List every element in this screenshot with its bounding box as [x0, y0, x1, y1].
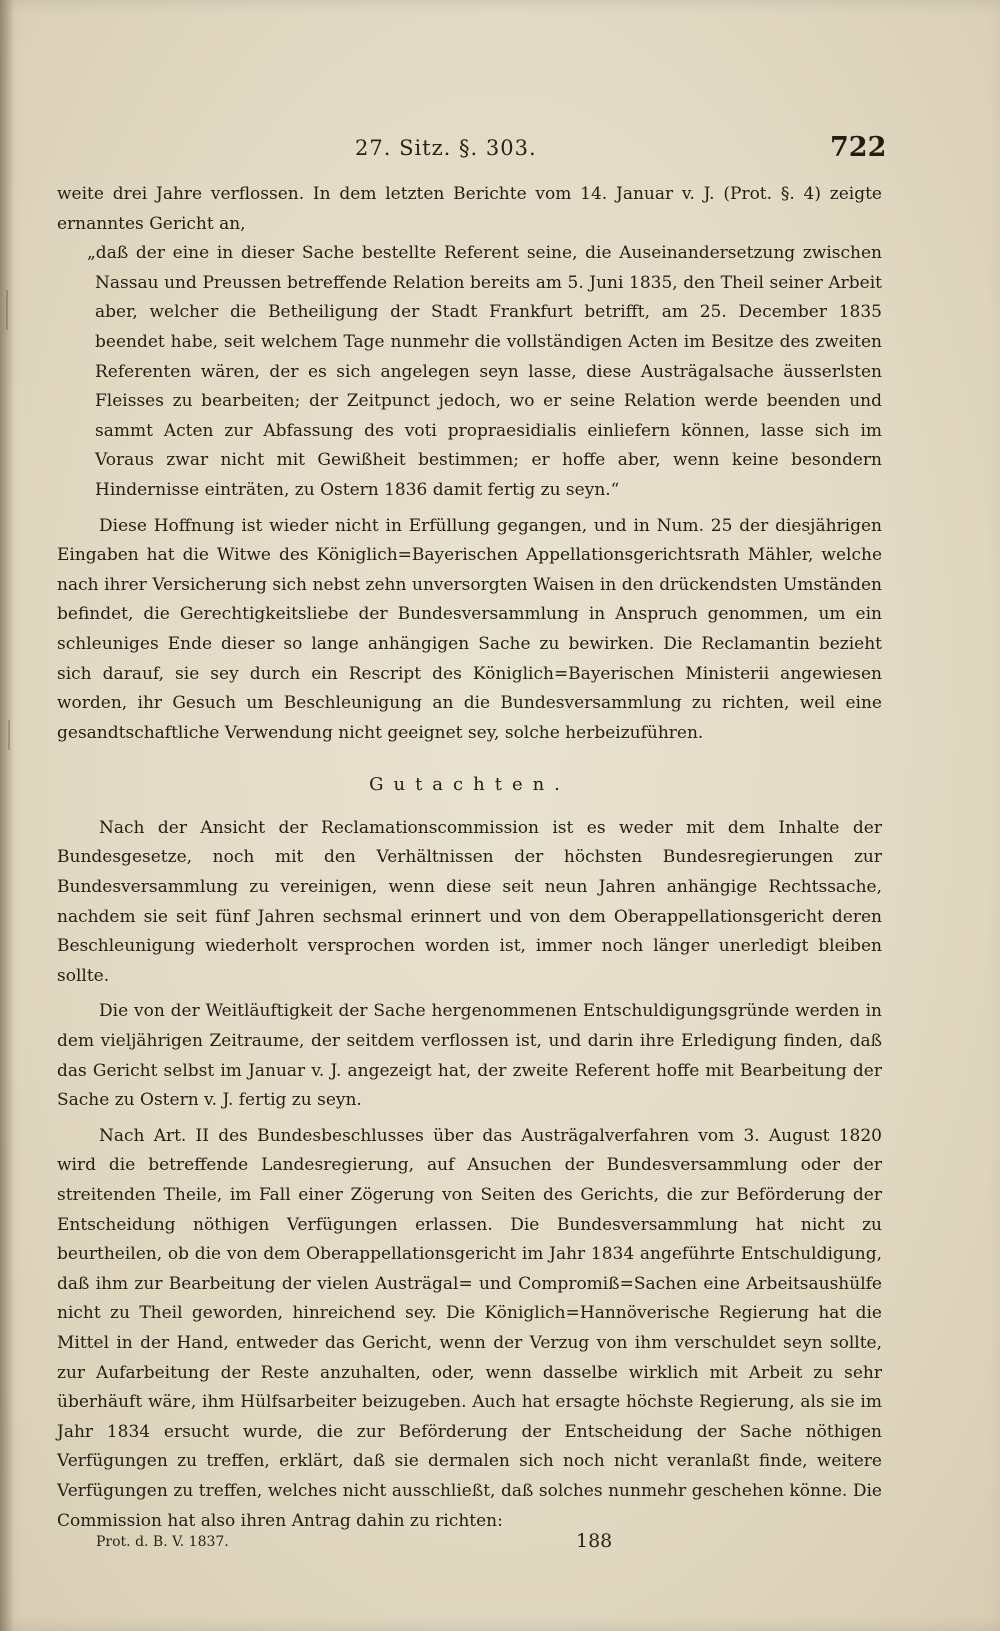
section-title: Gutachten. [369, 774, 570, 796]
paragraph: Nach der Ansicht der Reclamationscommission ist es weder mit dem Inhalte der Bundesgesetze, noch mit den Verhältnissen der höchsten Bundesregierungen zur Bundesversammlung zu vereinigen, wenn diese seit neun Jahren anhängige Rechtssache, nachdem sie seit fünf Jahren sechsmal erinnert und von dem Oberappellationsgericht deren Beschleunigung wiederholt versprochen worden ist, immer noch länger unerledigt bleiben sollte. [57, 817, 882, 986]
paragraph-continuation: weite drei Jahre verflossen. In dem letzten Berichte vom 14. Januar v. J. (Prot. §. 4) zeigte ernanntes Gericht an, [57, 184, 882, 234]
paragraph: Diese Hoffnung ist wieder nicht in Erfüllung gegangen, und in Num. 25 der diesjährigen Eingaben hat die Witwe des Königlich=Bayerischen Appellationsgerichtsrath Mähler, welche nach ihrer Versicherung sich nebst zehn unversorgten Waisen in den drückendsten Umständen befindet, die Gerechtigkeitsliebe der Bundesversammlung in Anspruch genommen, um ein schleuniges Ende dieser so lange anhängigen Sache zu bewirken. Die Reclamantin bezieht sich darauf, sie sey durch ein Rescript des Königlich=Bayerischen Ministerii angewiesen worden, ihr Gesuch um Beschleunigung an die Bundesversammlung zu richten, weil eine gesandtschaftliche Verwendung nicht geeignet sey, solche herbeizuführen. [57, 515, 882, 743]
running-head: 27. Sitz. §. 303. [355, 136, 537, 160]
paragraph: Nach Art. II des Bundesbeschlusses über das Austrägalverfahren vom 3. August 1820 wird die betreffende Landesregierung, auf Ansuchen der Bundesversammlung oder der streitenden Theile, im Fall einer Zögerung von Seiten des Gerichts, die zur Beförderung der Entscheidung nöthigen Verfügungen erlassen. Die Bundesversammlung hat nicht zu beurtheilen, ob die von dem Oberappellationsgericht im Jahr 1834 angeführte Entschuldigung, daß ihm zur Bearbeitung der vielen Austrägal= und Compromiß=Sachen eine Arbeitsaushülfe nicht zu Theil geworden, hinreichend sey. Die Königlich=Hannöverische Regierung hat die Mittel in der Hand, entweder das Gericht, wenn der Verzug von ihm verschuldet seyn sollte, zur Aufarbeitung der Reste anzuhalten, oder, wenn dasselbe wirklich mit Arbeit zu sehr überhäuft wäre, ihm Hülfsarbeiter beizugeben. Auch hat ersagte höchste Regierung, als sie im Jahr 1834 ersucht wurde, die zur Beförderung der Entscheidung der Sache nöthigen Verfügungen zu treffen, erklärt, daß sie dermalen sich noch nicht veranlaßt finde, weitere Verfügungen zu treffen, welches nicht ausschließt, daß solches nunmehr geschehen könne. Die Commission hat also ihren Antrag dahin zu richten: [57, 1125, 882, 1531]
paragraph: Die von der Weitläuftigkeit der Sache hergenommenen Entschuldigungsgründe werden in dem vieljährigen Zeitraume, der seitdem verflossen ist, und darin ihre Erledigung finden, daß das Gericht selbst im Januar v. J. angezeigt hat, der zweite Referent hoffe mit Bearbeitung der Sache zu Ostern v. J. fertig zu seyn. [57, 1001, 882, 1111]
page-edge-mark [8, 720, 10, 750]
page-edge-mark [6, 290, 8, 330]
page-header [60, 132, 887, 172]
sheet-number: 188 [576, 1530, 613, 1552]
page-footer [96, 1530, 796, 1560]
main-text [57, 180, 882, 1536]
quoted-report: „daß der eine in dieser Sache bestellte Referent seine, die Auseinandersetzung zwischen Nassau und Preussen betreffende Relation bereits am 5. Juni 1835, den Theil seiner Arbeit aber, welcher die Betheiligung der Stadt Frankfurt betrifft, am 25. December 1835 beendet habe, seit welchem Tage nunmehr die vollständigen Acten im Besitze des zweiten Referenten wären, der es sich angelegen seyn lasse, diese Austrägalsache äusserlsten Fleisses zu bearbeiten; der Zeitpunct jedoch, wo er seine Relation werde beenden und sammt Acten zur Abfassung des voti propraesidialis einliefern können, lasse sich im Voraus zwar nicht mit Gewißheit bestimmen; er hoffe aber, wenn keine besondern Hindernisse einträten, zu Ostern 1836 damit fertig zu seyn.“ [87, 243, 882, 500]
binding-shadow [0, 0, 14, 1631]
page-number: 722 [830, 132, 887, 163]
footer-signature: Prot. d. B. V. 1837. [96, 1534, 229, 1550]
